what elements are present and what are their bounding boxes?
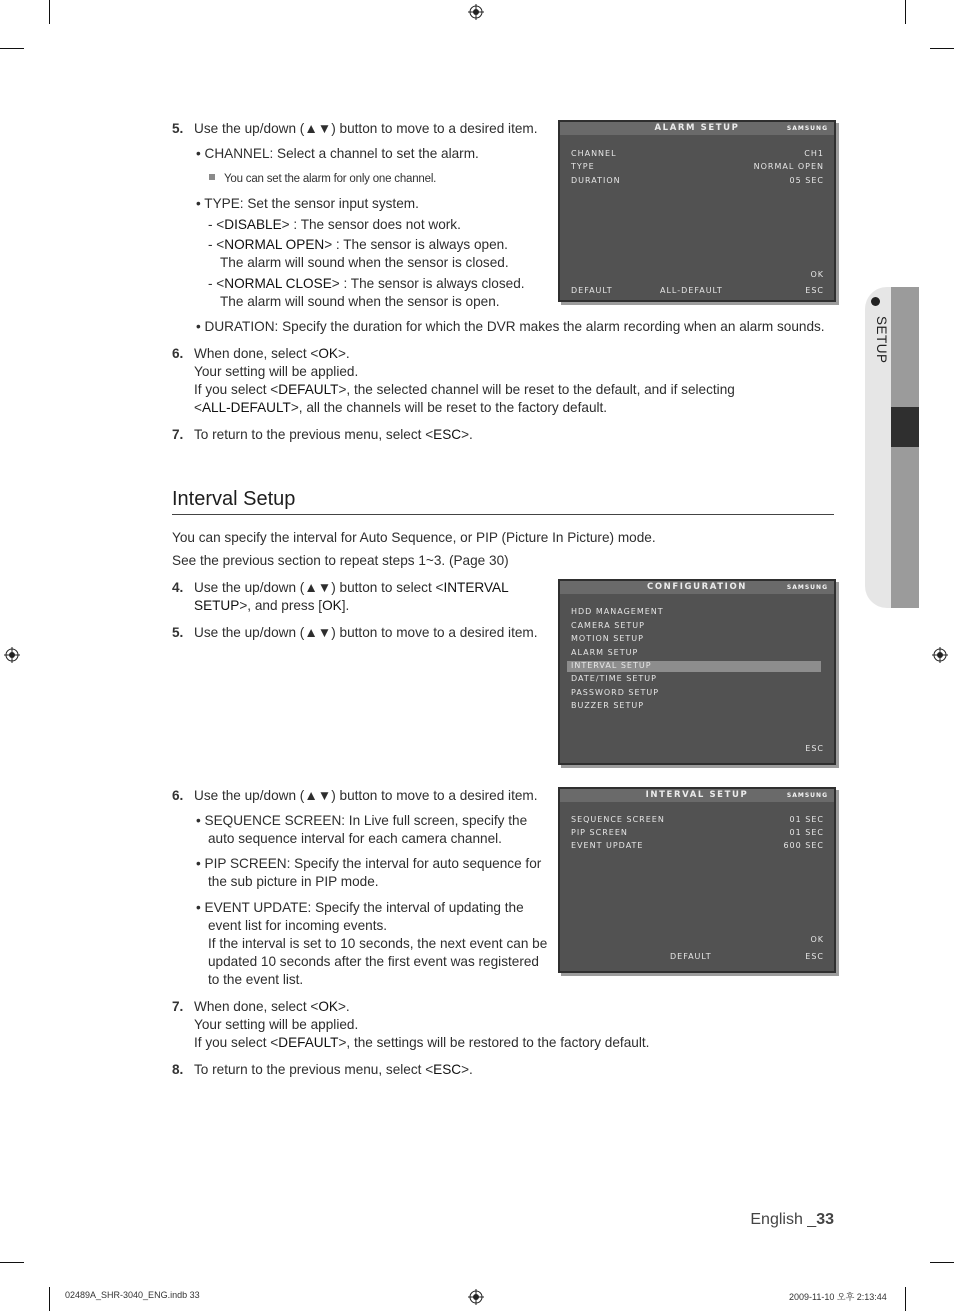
crop-mark [930,1262,954,1263]
configuration-screen [558,579,836,765]
step-text: Use the up/down (▲▼) button to select <INTERVAL [194,580,509,595]
step-number: 7. [172,999,184,1014]
bullet-event-update-desc: to the event list. [208,972,304,987]
osd-label-sequence-screen: SEQUENCE SCREEN [571,815,665,824]
osd-title: ALARM SETUP [654,123,740,133]
step-number: 5. [172,625,184,640]
osd-value-sequence-screen: 01 SEC [789,815,824,824]
osd-label-duration: DURATION [571,176,621,185]
osd-value-channel: CH1 [804,149,824,158]
type-normal-open: - <NORMAL OPEN> : The sensor is always open. [208,237,508,252]
intro-text: You can specify the interval for Auto Sequence, or PIP (Picture In Picture) mode. [172,530,656,545]
chapter-tab-label: SETUP [874,316,889,364]
samsung-logo: SAMSUNG [786,584,828,591]
step-number: 4. [172,580,184,595]
print-info-file: 02489A_SHR-3040_ENG.indb 33 [65,1290,200,1300]
osd-value-type: NORMAL OPEN [753,162,824,171]
osd-default-button[interactable]: DEFAULT [670,952,712,961]
step-text: When done, select <OK>. [194,346,350,361]
menu-item-date-time-setup[interactable]: DATE/TIME SETUP [571,674,657,683]
alarm-setup-screen [558,120,836,302]
bullet-sequence-screen: • SEQUENCE SCREEN: In Live full screen, specify the [196,813,528,828]
bullet-dot-icon [871,297,880,306]
bullet-event-update: • EVENT UPDATE: Specify the interval of updating the [196,900,524,915]
bullet-type: • TYPE: Set the sensor input system. [196,196,419,211]
osd-label-channel: CHANNEL [571,149,617,158]
chapter-tab-marker [891,407,919,447]
section-divider [172,514,834,515]
step-text: To return to the previous menu, select <ESC>. [194,1062,473,1077]
step-text: Your setting will be applied. [194,364,359,379]
type-normal-close-desc: The alarm will sound when the sensor is open. [220,294,500,309]
step-text: SETUP>, and press [OK]. [194,598,350,613]
osd-value-duration: 05 SEC [789,176,824,185]
bullet-event-update-desc: updated 10 seconds after the first event was registered [208,954,539,969]
osd-value-pip-screen: 01 SEC [789,828,824,837]
menu-item-alarm-setup[interactable]: ALARM SETUP [571,648,639,657]
print-info-date: 2009-11-10 오후 2:13:44 [789,1292,887,1302]
menu-item-buzzer-setup[interactable]: BUZZER SETUP [571,701,645,710]
osd-esc-button[interactable]: ESC [805,744,824,753]
note-channel: You can set the alarm for only one channel. [209,171,436,187]
step-text: To return to the previous menu, select <ESC>. [194,427,473,442]
page-number: English _33 [750,1211,834,1228]
step-number: 8. [172,1062,184,1077]
crop-mark [905,0,906,24]
osd-title: CONFIGURATION [647,582,747,592]
crop-mark [905,1287,906,1311]
crop-mark [49,0,50,24]
bullet-pip-screen: • PIP SCREEN: Specify the interval for auto sequence for [196,856,542,871]
step-text: When done, select <OK>. [194,999,350,1014]
registration-mark-icon [932,647,948,663]
registration-mark-icon [468,1289,484,1305]
crop-mark [930,48,954,49]
osd-label-pip-screen: PIP SCREEN [571,828,628,837]
menu-item-motion-setup[interactable]: MOTION SETUP [571,634,644,643]
note-square-icon [209,174,215,180]
step-text: Use the up/down (▲▼) button to move to a desired item. [194,625,538,640]
osd-label-event-update: EVENT UPDATE [571,841,644,850]
bullet-sequence-screen-desc: auto sequence interval for each camera channel. [208,831,502,846]
bullet-pip-screen-desc: the sub picture in PIP mode. [208,874,379,889]
menu-item-camera-setup[interactable]: CAMERA SETUP [571,621,645,630]
osd-ok-button[interactable]: OK [810,270,824,279]
registration-mark-icon [4,647,20,663]
step-number: 6. [172,346,184,361]
bullet-event-update-desc: If the interval is set to 10 seconds, the next event can be [208,936,548,951]
osd-default-button[interactable]: DEFAULT [571,286,613,295]
type-disable: - <DISABLE> : The sensor does not work. [208,217,461,232]
step-text: Use the up/down (▲▼) button to move to a desired item. [194,788,538,803]
step-number: 6. [172,788,184,803]
menu-item-hdd-management[interactable]: HDD MANAGEMENT [571,607,664,616]
interval-setup-screen [558,787,836,973]
registration-mark-icon [468,4,484,20]
crop-mark [0,1262,24,1263]
osd-esc-button[interactable]: ESC [805,952,824,961]
step-text: Use the up/down (▲▼) button to move to a desired item. [194,121,538,136]
osd-esc-button[interactable]: ESC [805,286,824,295]
osd-title: INTERVAL SETUP [645,790,749,800]
samsung-logo: SAMSUNG [786,125,828,132]
step-number: 5. [172,121,184,136]
menu-item-interval-setup[interactable]: INTERVAL SETUP [571,661,652,670]
crop-mark [0,48,24,49]
step-text: If you select <DEFAULT>, the selected channel will be reset to the default, and if selecting [194,382,735,397]
bullet-duration: • DURATION: Specify the duration for which the DVR makes the alarm recording when an alarm sounds. [196,319,825,334]
osd-value-event-update: 600 SEC [783,841,824,850]
crop-mark [49,1287,50,1311]
intro-text: See the previous section to repeat steps 1~3. (Page 30) [172,553,509,568]
bullet-channel: • CHANNEL: Select a channel to set the alarm. [196,146,479,161]
type-normal-open-desc: The alarm will sound when the sensor is closed. [220,255,509,270]
step-number: 7. [172,427,184,442]
osd-label-type: TYPE [571,162,595,171]
step-text: If you select <DEFAULT>, the settings will be restored to the factory default. [194,1035,650,1050]
step-text: Your setting will be applied. [194,1017,359,1032]
samsung-logo: SAMSUNG [786,792,828,799]
step-text: <ALL-DEFAULT>, all the channels will be reset to the factory default. [194,400,608,415]
menu-item-password-setup[interactable]: PASSWORD SETUP [571,688,660,697]
osd-all-default-button[interactable]: ALL-DEFAULT [660,286,723,295]
section-title: Interval Setup [172,488,296,510]
bullet-event-update-desc: event list for incoming events. [208,918,388,933]
type-normal-close: - <NORMAL CLOSE> : The sensor is always closed. [208,276,525,291]
osd-ok-button[interactable]: OK [810,935,824,944]
chapter-tab-strip [891,287,919,608]
